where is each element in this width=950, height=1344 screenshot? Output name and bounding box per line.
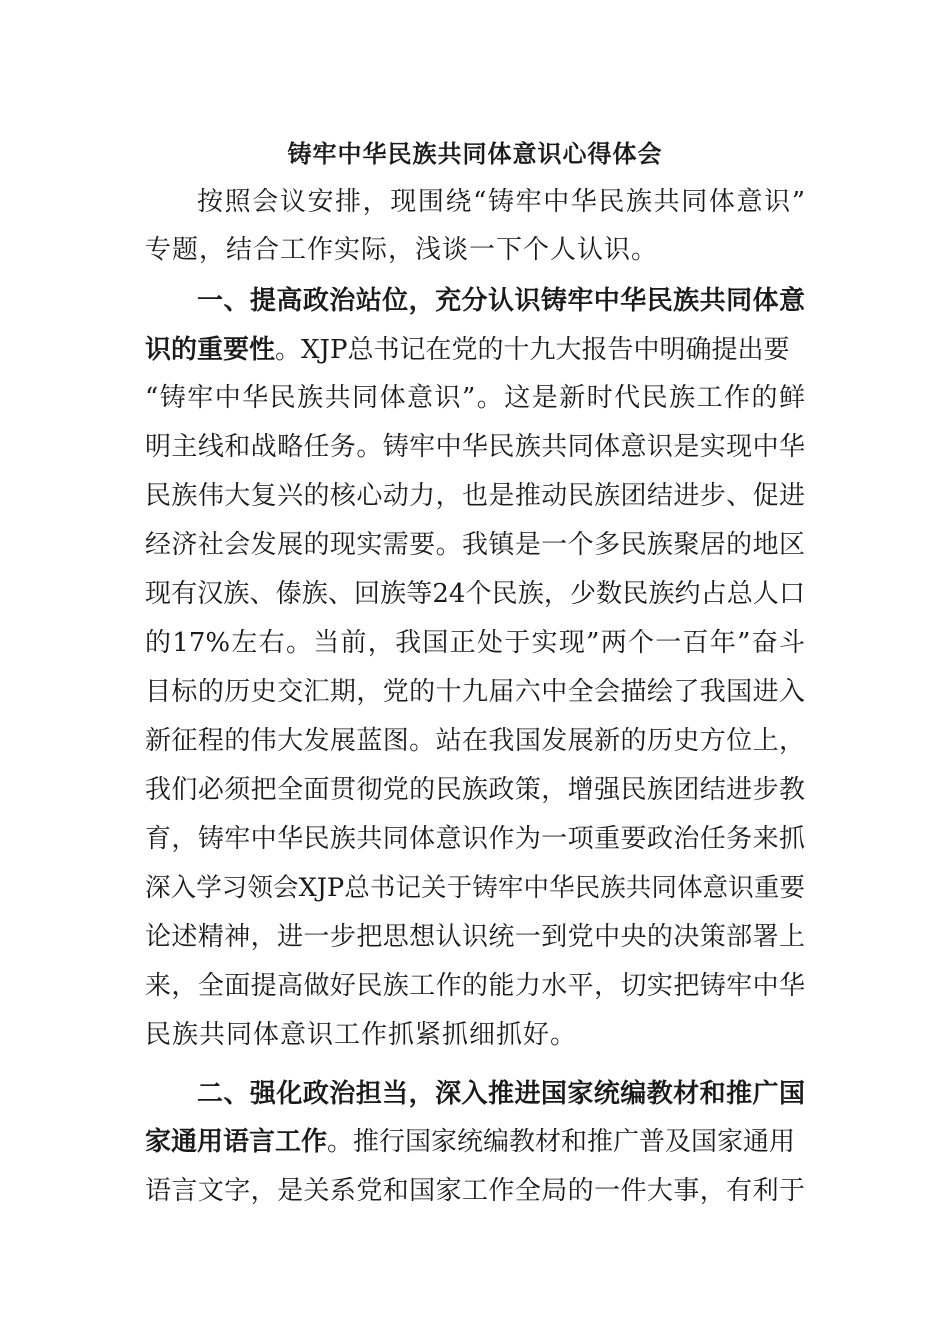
intro-line-2: 专题，结合工作实际，浅谈一下个人认识。: [145, 235, 659, 265]
section1-body-line: 我们必须把全面贯彻党的民族政策，增强民族团结进步教: [145, 775, 805, 805]
section1-body-line: 来，全面提高做好民族工作的能力水平，切实把铸牢中华: [145, 971, 805, 1001]
section1-body-line: 新征程的伟大发展蓝图。站在我国发展新的历史方位上，: [145, 726, 805, 756]
section2-line-2: [145, 1118, 805, 1166]
section2-heading-line-2: 家通用语言工作: [145, 1127, 328, 1157]
section1-body-line: 深入学习领会XJP总书记关于铸牢中华民族共同体意识重要: [145, 873, 805, 903]
section1-body-line: 目标的历史交汇期，党的十九届六中全会描绘了我国进入: [145, 677, 805, 707]
section2-line-2-rest: 。推行国家统编教材和推广普及国家通用: [327, 1127, 796, 1157]
section1-body-line: 明主线和战略任务。铸牢中华民族共同体意识是实现中华: [145, 432, 805, 462]
section2-heading-line-1: 二、强化政治担当，深入推进国家统编教材和推广国: [197, 1079, 805, 1109]
section1-body-line: 育，铸牢中华民族共同体意识作为一项重要政治任务来抓: [145, 824, 805, 854]
section1-line-2-rest: 。XJP总书记在党的十九大报告中明确提出要: [275, 335, 790, 365]
intro-line-1: 按照会议安排，现围绕“铸牢中华民族共同体意识”: [197, 187, 805, 217]
section1-body-line: 现有汉族、傣族、回族等24个民族，少数民族约占总人口: [145, 579, 805, 609]
section1-body-line: 的17%左右。当前，我国正处于实现”两个一百年”奋斗: [145, 628, 805, 658]
section1-body-line: 论述精神，进一步把思想认识统一到党中央的决策部署上: [145, 922, 805, 952]
document-title: 铸牢中华民族共同体意识心得体会: [287, 140, 663, 168]
section1-body-line: 民族伟大复兴的核心动力，也是推动民族团结进步、促进: [145, 481, 805, 511]
section1-body-line: 民族共同体意识工作抓紧抓细抓好。: [145, 1020, 578, 1050]
section1-line-2: [145, 326, 805, 374]
section1-heading-line-1: 一、提高政治站位，充分认识铸牢中华民族共同体意: [197, 286, 805, 316]
section1-body-line: 经济社会发展的现实需要。我镇是一个多民族聚居的地区: [145, 530, 805, 560]
section1-body-line: “铸牢中华民族共同体意识”。这是新时代民族工作的鲜: [145, 383, 805, 413]
section2-body-line: 语言文字，是关系党和国家工作全局的一件大事，有利于: [145, 1176, 805, 1206]
section1-heading-line-2: 识的重要性: [145, 335, 276, 365]
